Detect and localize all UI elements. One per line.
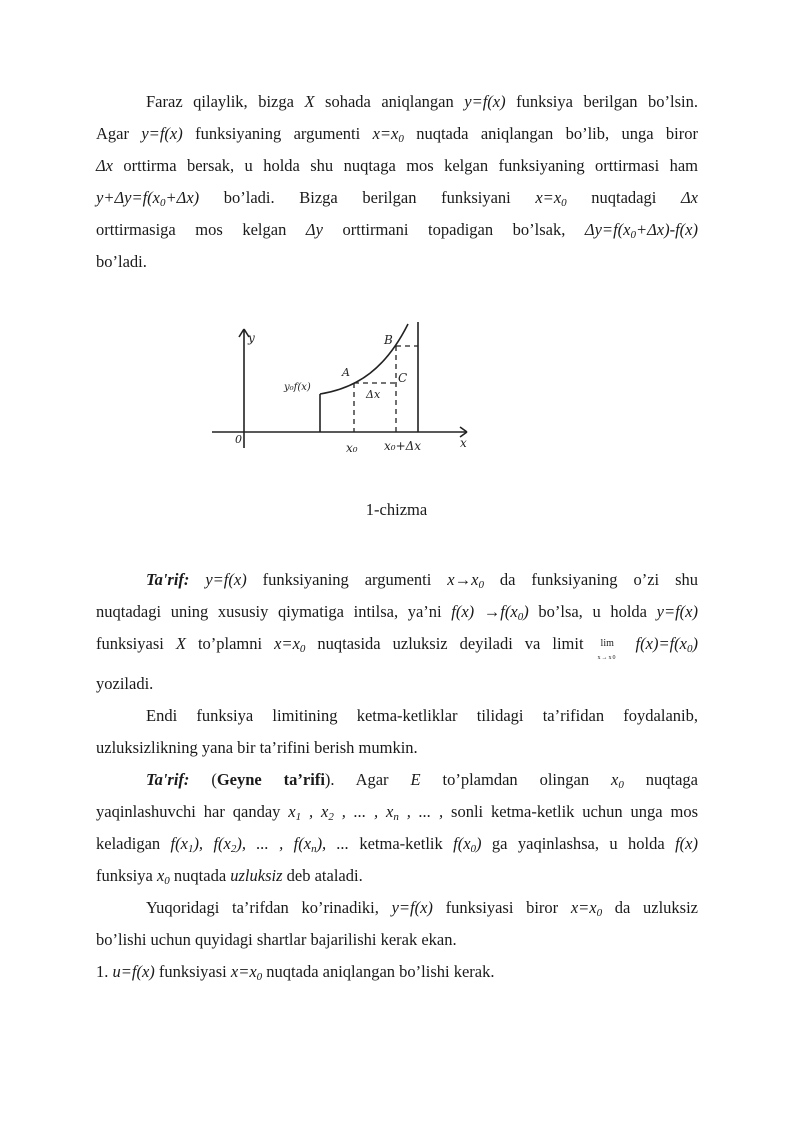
para3-line1: Yuqoridagi ta’rifdan ko’rinadiki, y=f(x) funksiyasi biror $x=x_0$ da uzluksiz [146, 898, 698, 919]
label-y0fx: y₀f(x) [284, 382, 311, 393]
para1-line4: $y+\Delta y=f(x_0+\Delta x)$ bo’ladi. Bizga berilgan funksiyani $x=x_0$ nuqtadagi Δx [96, 188, 698, 209]
def2-line3: keladigan $f(x_1)$, $f(x_2)$, ... , $f(x_n)$, ... ketma-ketlik $f(x_0)$ ga yaqinlashsa, u holda f(x) [96, 834, 698, 855]
label-dx: Δx [366, 388, 381, 401]
para3-line2: bo’lishi uchun quyidagi shartlar bajarilishi kerak ekan. [96, 930, 457, 949]
def1-line3: funksiyasi X to’plamni $x=x_0$ nuqtasida uzluksiz deyiladi va limit lim x→x0 $f(x)=f(x_0)$ [96, 628, 698, 666]
label-y: y [248, 331, 255, 345]
def1-line4: yoziladi. [96, 674, 154, 693]
para1-line5: orttirmasiga mos kelgan Δy orttirmani topadigan bo’lsak, $\Delta y=f(x_0+\Delta x)-f(x)$ [96, 220, 698, 241]
label-C: C [398, 371, 408, 385]
label-x0: x₀ [346, 441, 358, 455]
para2-line1: Endi funksiya limitining ketma-ketliklar tilidagi ta’rifidan foydalanib, [146, 706, 698, 725]
label-x0dx: x₀+Δx [384, 439, 422, 453]
para1-line1: Faraz qilaylik, bizga X sohada aniqlangan y=f(x) funksiya berilgan bo’lsin. [146, 92, 698, 111]
def1-line2: nuqtadagi uning xususiy qiymatiga intilsa, ya’ni $f(x) \to f(x_0)$ bo’lsa, u holda y=f(x) [96, 602, 698, 623]
para1-line3: Δx orttirma bersak, u holda shu nuqtaga mos kelgan funksiyaning orttirmasi ham [96, 156, 698, 175]
def2-line4: funksiya $x_0$ nuqtada uzluksiz deb ataladi. [96, 866, 363, 887]
para1-line6: bo’ladi. [96, 252, 147, 271]
continuity-figure [208, 316, 478, 466]
label-x: x [460, 436, 467, 450]
label-zero: 0 [235, 433, 242, 446]
label-A: A [342, 366, 350, 379]
condition-item-1: 1. u=f(x) funksiyasi $x=x_0$ nuqtada aniqlangan bo’lishi kerak. [96, 962, 495, 983]
def1-line1: Ta'rif: y=f(x) funksiyaning argumenti $x\to x_0$ da funksiyaning o’zi shu [146, 570, 698, 591]
para2-line2: uzluksizlikning yana bir ta’rifini berish mumkin. [96, 738, 418, 757]
para1-line2: Agar y=f(x) funksiyaning argumenti $x=x_0$ nuqtada aniqlangan bo’lib, unga biror [96, 124, 698, 145]
def2-line1: Ta'rif: (Geyne ta’rifi). Agar E to’plamdan olingan $x_0$ nuqtaga [146, 770, 699, 791]
label-B: B [384, 333, 393, 347]
def2-line2: yaqinlashuvchi har qanday $x_1$ , $x_2$ , ... , $x_n$ , ... , sonli ketma-ketlik uchun unga mos [96, 802, 698, 823]
limit-symbol: lim x→x0 [597, 638, 617, 661]
figure-caption: 1-chizma [365, 500, 428, 519]
